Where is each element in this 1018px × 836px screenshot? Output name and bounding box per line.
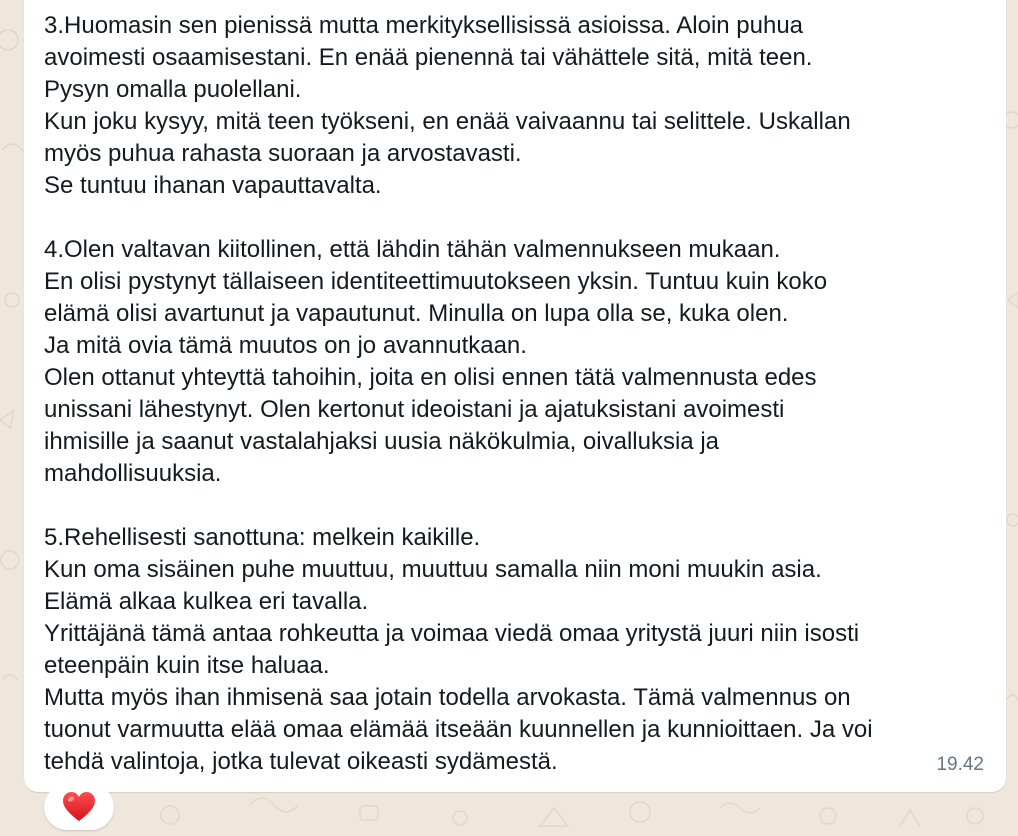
- message-timestamp: 19.42: [936, 754, 984, 775]
- reaction-badge[interactable]: [44, 784, 114, 830]
- message-text: 3.Huomasin sen pienissä mutta merkityksellisissä asioissa. Aloin puhua avoimesti osaamisestani. En enää pienennä tai vähättele sitä, mitä teen. Pysyn omalla puolellani. Kun joku kysyy, mitä teen työkseni, en enää vaivaannu tai selittele. Uskallan myös puhua rahasta suoraan ja arvostavasti. Se tuntuu ihanan vapauttavalta. 4.Olen valtavan kiitollinen, että lähdin tähän valmennukseen mukaan. En olisi pystynyt tällaiseen identiteettimuutokseen yksin. Tuntuu kuin koko elämä olisi avartunut ja vapautunut. Minulla on lupa olla se, kuka olen. Ja mitä ovia tämä muutos on jo avannutkaan. Olen ottanut yhteyttä tahoihin, joita en olisi ennen tätä valmennusta edes unissani lähestynyt. Olen kertonut ideoistani ja ajatuksistani avoimesti ihmisille ja saanut vastalahjaksi uusia näkökulmia, oivalluksia ja mahdollisuuksia. 5.Rehellisesti sanottuna: melkein kaikille. Kun oma sisäinen puhe muuttuu, muuttuu samalla niin moni muukin asia. Elämä alkaa kulkea eri tavalla. Yrittäjänä tämä antaa rohkeutta ja voimaa viedä omaa yritystä juuri niin isosti eteenpäin kuin itse haluaa. Mutta myös ihan ihmisenä saa jotain todella arvokasta. Tämä valmennus on tuonut varmuutta elää omaa elämää itseään kuunnellen ja kunnioittaen. Ja voi tehdä valintoja, jotka tulevat oikeasti sydämestä.: [44, 12, 873, 775]
- message-bubble[interactable]: [24, 0, 1006, 792]
- red-heart-icon: [62, 791, 96, 823]
